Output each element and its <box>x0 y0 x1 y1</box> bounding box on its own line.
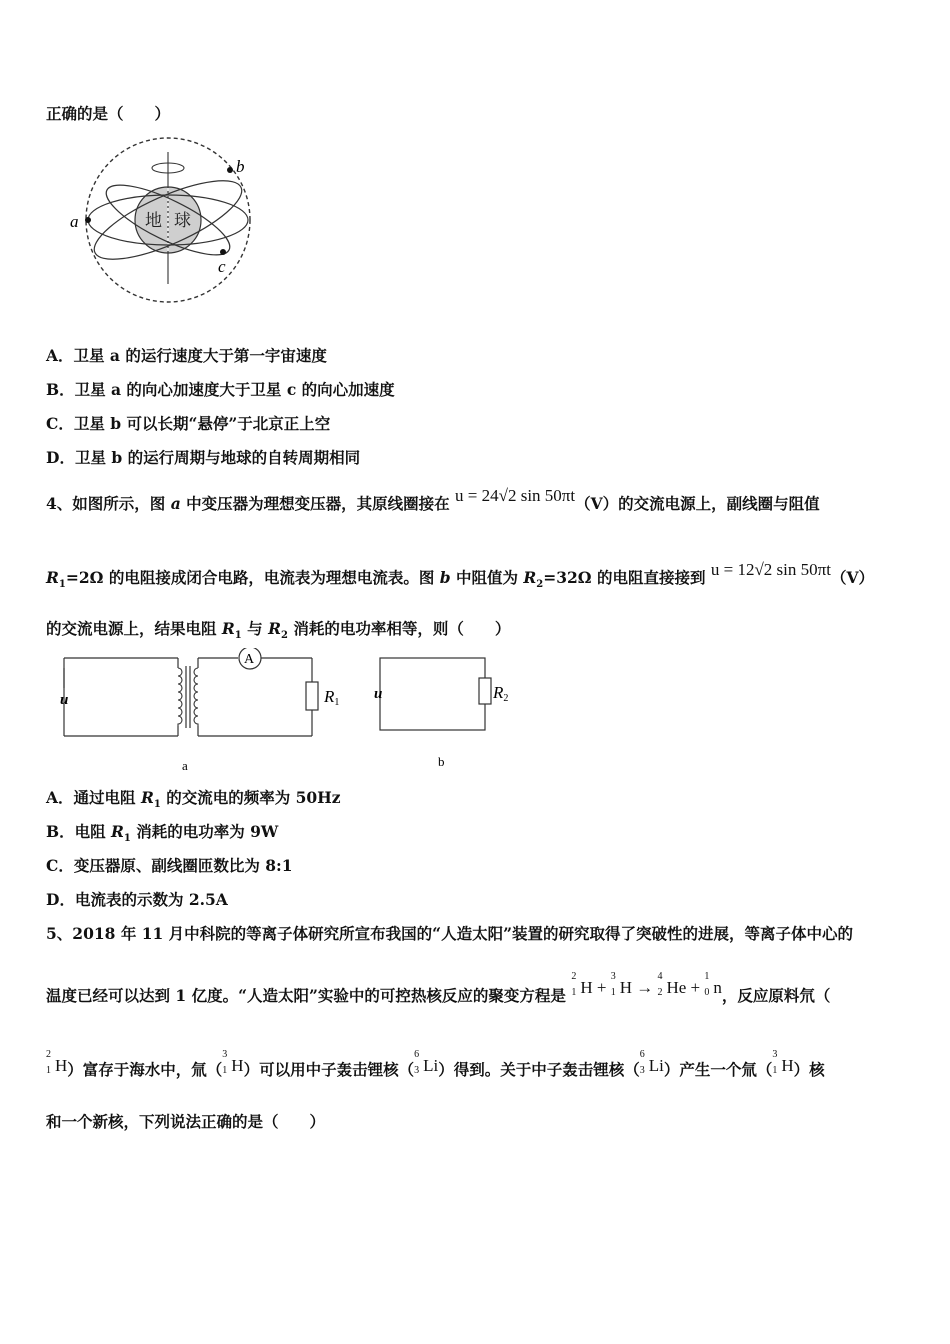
caption-a: a <box>182 758 188 773</box>
q3-option-d: D．卫星 b 的运行周期与地球的自转周期相同 <box>46 448 361 467</box>
ammeter-label: A <box>244 652 255 667</box>
earth-char-2: 球 <box>174 211 191 230</box>
satellite-c <box>220 249 226 255</box>
label-a: a <box>70 212 79 231</box>
q5-line-4: 和一个新核，下列说法正确的是（ ） <box>46 1112 326 1131</box>
q4-option-c: C．变压器原、副线圈匝数比为 8:1 <box>46 856 293 875</box>
resistor-r1 <box>306 682 318 710</box>
u-label-b: u <box>374 686 383 702</box>
u-label-a: u <box>60 692 69 708</box>
earth-char-1: 地 <box>145 211 162 230</box>
r2-label: R2 <box>493 683 509 704</box>
resistor-r2 <box>479 678 491 704</box>
q4-line-3: 的交流电源上，结果电阻 $R_1$ 与 $R_2$ 消耗的电功率相等，则（ ） <box>46 619 511 642</box>
q5-line-1: 5、2018 年 11 月中科院的等离子体研究所宣布我国的“人造太阳”装置的研究取得了突破性的进展，等离子体中心的 <box>46 924 854 943</box>
primary-coil <box>178 668 182 726</box>
label-c: c <box>218 257 226 276</box>
satellite-orbit-figure <box>66 134 266 312</box>
caption-b: b <box>438 754 445 769</box>
equation-source-b: u = 12√2 sin 50πt <box>710 560 831 579</box>
q3-option-c: C．卫星 b 可以长期“悬停”于北京正上空 <box>46 414 331 433</box>
fusion-equation: 2 1 H + 3 1 H → 4 2 He + 1 0 n <box>571 971 722 998</box>
circuit-figure <box>50 648 530 776</box>
q4-option-b: B．电阻 $R_1$ 消耗的电功率为 9W <box>46 822 279 845</box>
r1-label: R1 <box>324 687 340 708</box>
circuit-b <box>374 658 508 769</box>
q4-line-1: 4、如图所示，图 a 中变压器为理想变压器，其原线圈接在 u = 24√2 sin 50πt（V）的交流电源上，副线圈与阻值 <box>46 486 820 513</box>
equation-primary-voltage: u = 24√2 sin 50πt <box>455 486 576 505</box>
q4-option-d: D．电流表的示数为 2.5A <box>46 890 228 909</box>
circuit-a <box>60 648 339 773</box>
q5-line-2: 温度已经可以达到 1 亿度。“人造太阳”实验中的可控热核反应的聚变方程是 2 1 H + 3 1 H → 4 2 He + 1 0 n，反应原料氘（ <box>46 971 831 1005</box>
q3-option-a: A．卫星 a 的运行速度大于第一宇宙速度 <box>46 346 327 365</box>
secondary-coil <box>194 668 198 726</box>
q4-line-2: $R_1=2\Omega$ 的电阻接成闭合电路，电流表为理想电流表。图 b 中阻值为 $R_2=32\Omega$ 的电阻直接接到 u = 12√2 sin 50πt（V） <box>46 560 874 591</box>
satellite-b <box>227 167 233 173</box>
satellite-a <box>85 217 91 223</box>
label-b: b <box>236 157 245 176</box>
q3-option-b: B．卫星 a 的向心加速度大于卫星 c 的向心加速度 <box>46 380 395 399</box>
q3-tail: 正确的是（ ） <box>46 104 171 123</box>
q4-option-a: A．通过电阻 $R_1$ 的交流电的频率为 50Hz <box>46 788 341 811</box>
q5-line-3: 2 1 H）富存于海水中，氚（ 3 1 H）可以用中子轰击锂核（ 6 3 Li）得到。关于中子轰击锂核（ 6 3 Li）产生一个氚（ 3 1 H）核 <box>46 1049 825 1079</box>
